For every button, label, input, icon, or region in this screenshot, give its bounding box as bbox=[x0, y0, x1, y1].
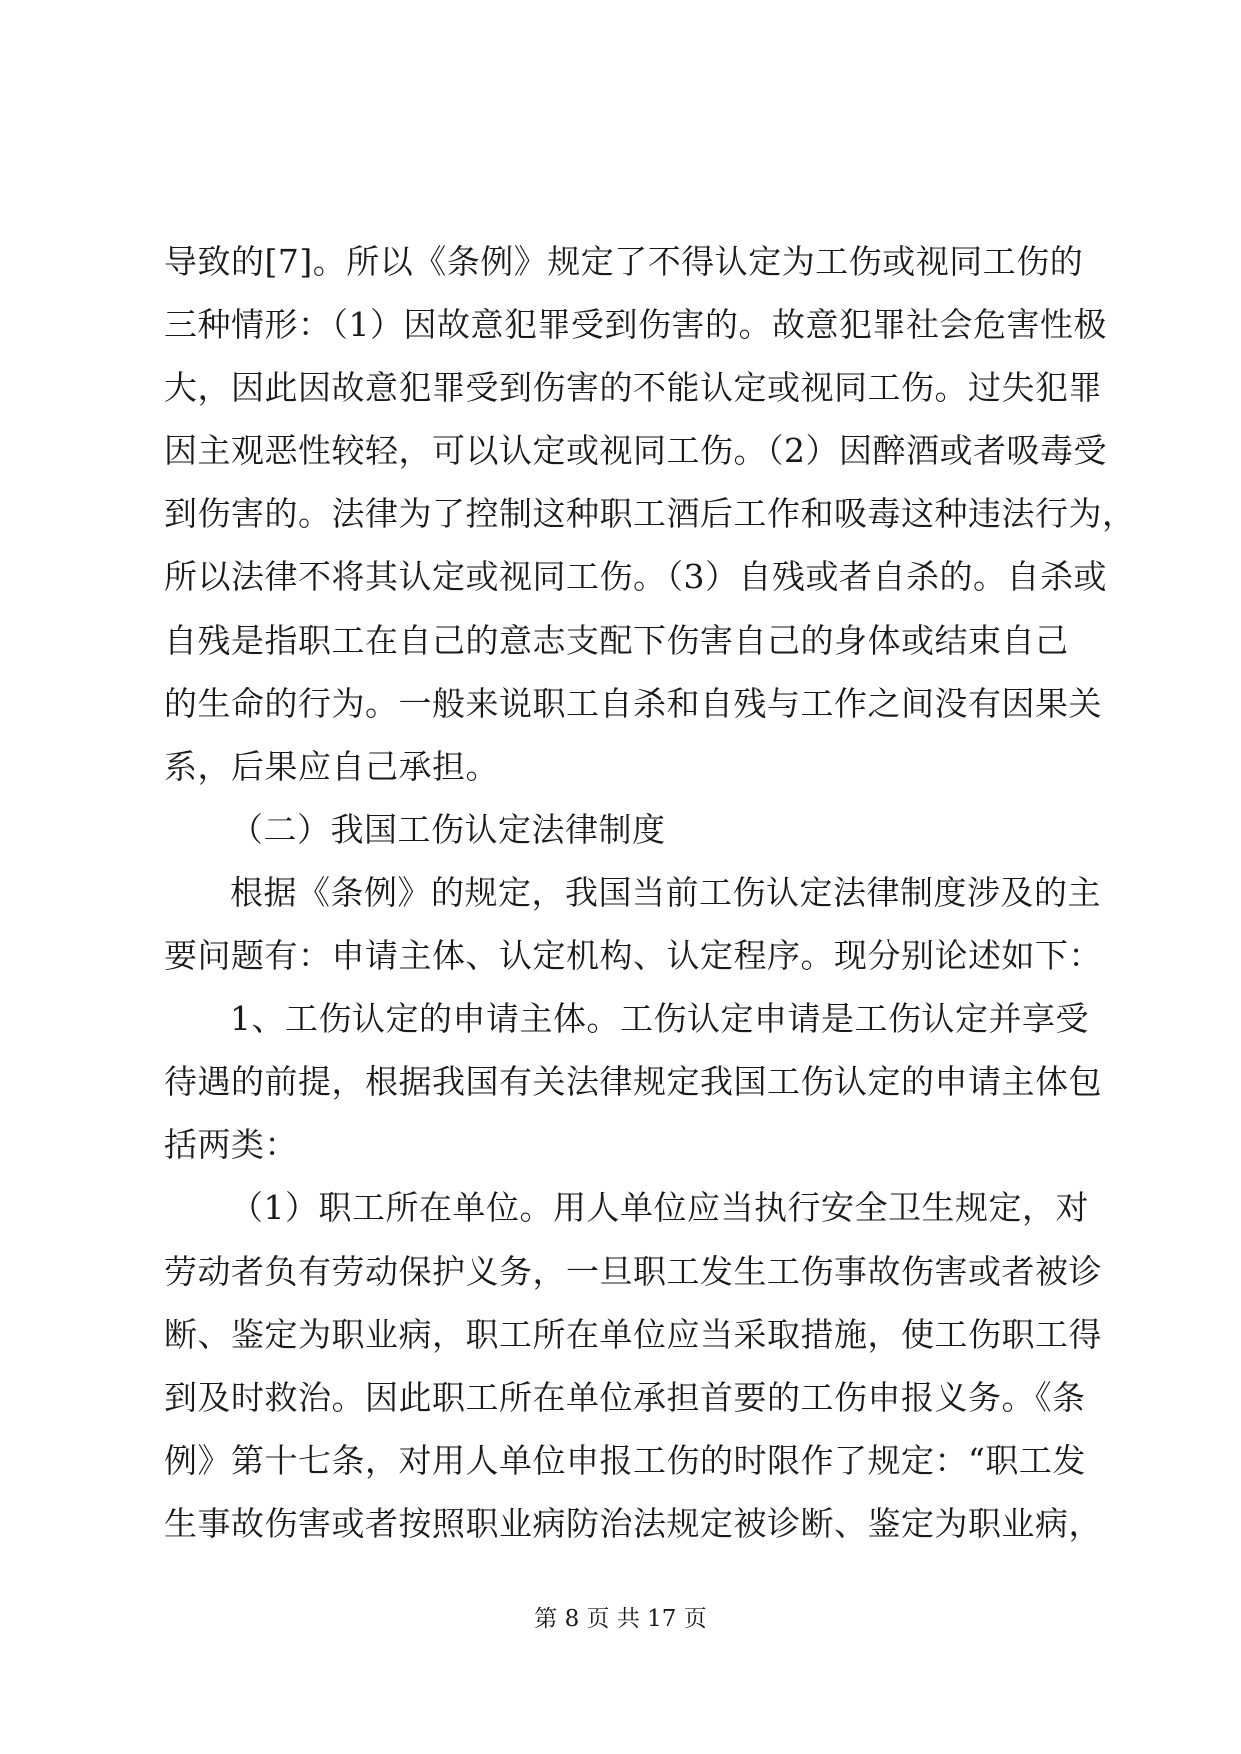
text-line: 括两类： bbox=[164, 1125, 298, 1165]
text-line: 自残是指职工在自己的意志支配下伤害自己的身体或结束自己 bbox=[164, 620, 1069, 660]
text-line: 要问题有：申请主体、认定机构、认定程序。现分别论述如下： bbox=[164, 936, 1102, 976]
text-line: 待遇的前提，根据我国有关法律规定我国工伤认定的申请主体包 bbox=[164, 1062, 1102, 1102]
text-line: 劳动者负有劳动保护义务，一旦职工发生工伤事故伤害或者被诊 bbox=[164, 1251, 1102, 1291]
text-line: 到及时救治。因此职工所在单位承担首要的工伤申报义务。《条 bbox=[164, 1377, 1086, 1417]
document-body bbox=[164, 230, 1136, 1555]
text-line: 大，因此因故意犯罪受到伤害的不能认定或视同工伤。过失犯罪 bbox=[164, 368, 1102, 408]
text-line: 生事故伤害或者按照职业病防治法规定被诊断、鉴定为职业病， bbox=[164, 1503, 1102, 1543]
text-line: （1）职工所在单位。用人单位应当执行安全卫生规定，对 bbox=[230, 1188, 1089, 1228]
text-line: 因主观恶性较轻，可以认定或视同工伤。（2）因醉酒或者吸毒受 bbox=[164, 431, 1107, 471]
text-line: 根据《条例》的规定，我国当前工伤认定法律制度涉及的主 bbox=[230, 872, 1101, 912]
text-line: 所以法律不将其认定或视同工伤。（3）自残或者自杀的。自杀或 bbox=[164, 557, 1107, 597]
text-line: 导致的[7]。所以《条例》规定了不得认定为工伤或视同工伤的 bbox=[164, 242, 1084, 281]
text-line: 系，后果应自己承担。 bbox=[164, 746, 499, 786]
section-heading: （二）我国工伤认定法律制度 bbox=[230, 809, 666, 849]
page-number-footer: 第 8 页 共 17 页 bbox=[534, 1606, 707, 1632]
text-line: 的生命的行为。一般来说职工自杀和自残与工作之间没有因果关 bbox=[164, 683, 1102, 723]
text-line: 断、鉴定为职业病，职工所在单位应当采取措施，使工伤职工得 bbox=[164, 1314, 1102, 1354]
text-line: 例》第十七条，对用人单位申报工伤的时限作了规定：“职工发 bbox=[164, 1440, 1086, 1480]
text-line: 三种情形：（1）因故意犯罪受到伤害的。故意犯罪社会危害性极 bbox=[164, 305, 1107, 345]
text-line: 到伤害的。法律为了控制这种职工酒后工作和吸毒这种违法行为， bbox=[164, 494, 1136, 534]
text-line: 1、工伤认定的申请主体。工伤认定申请是工伤认定并享受 bbox=[230, 999, 1089, 1039]
